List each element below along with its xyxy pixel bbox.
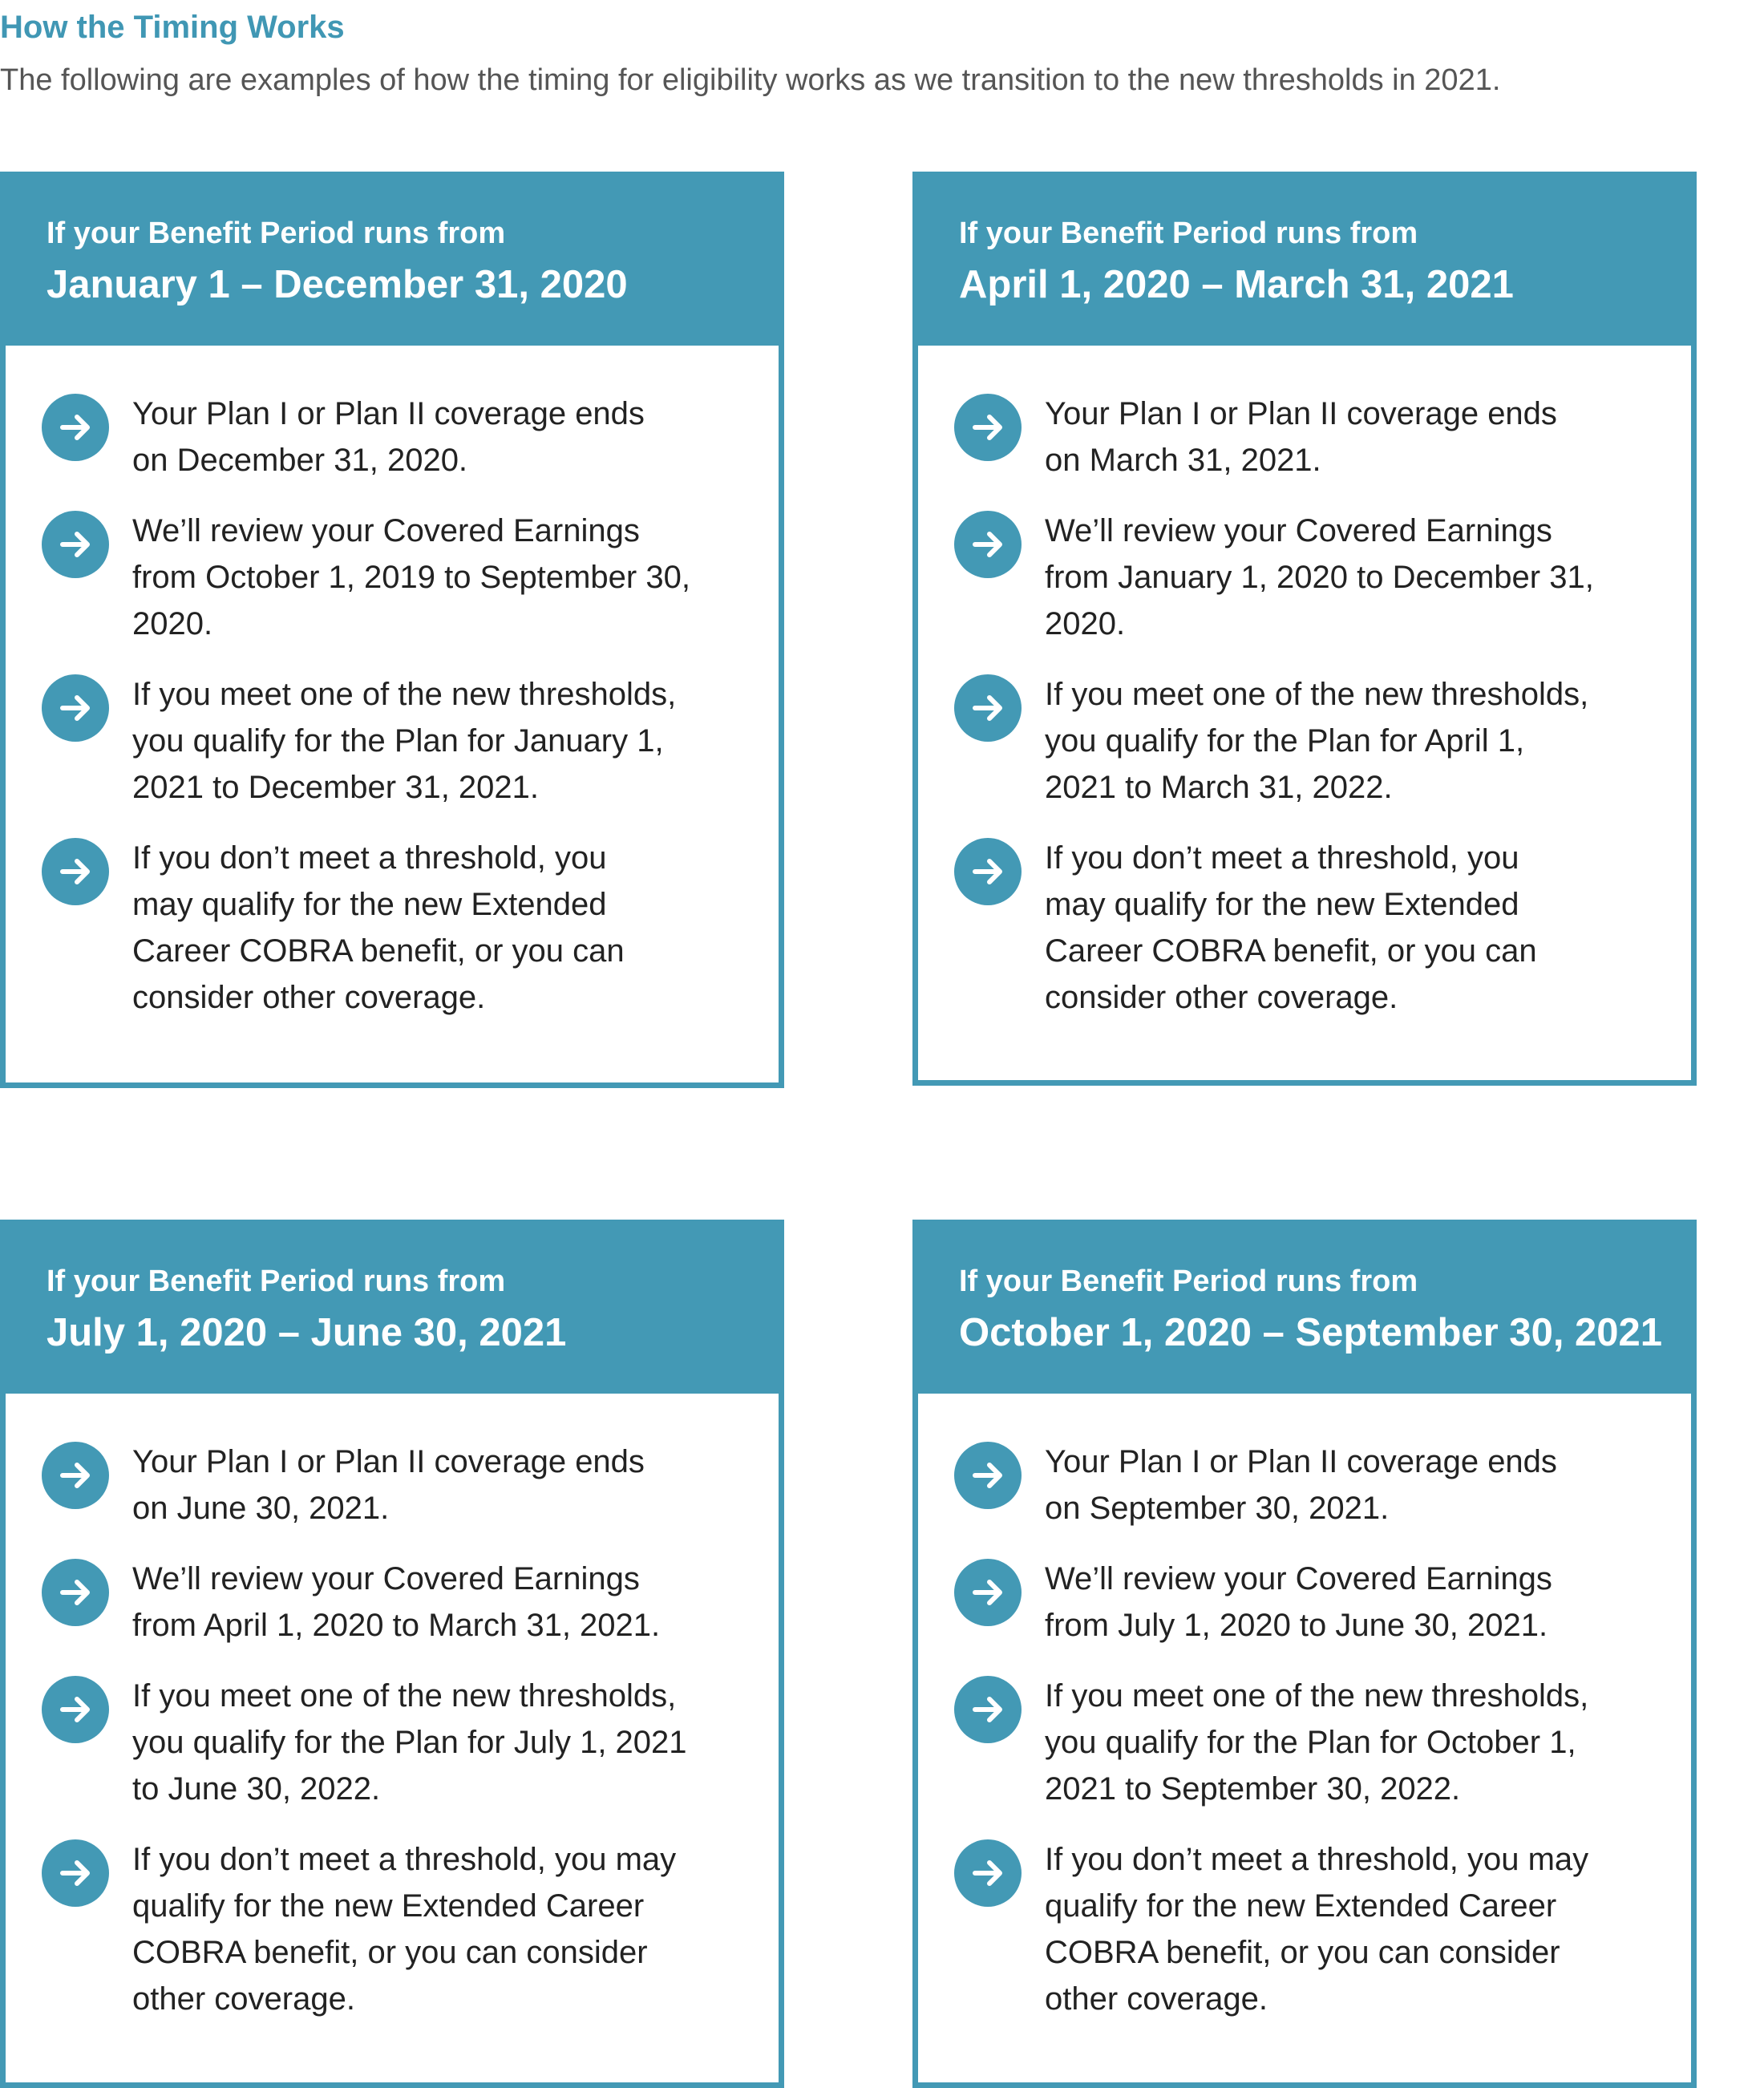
list-item xyxy=(42,671,746,811)
list-item xyxy=(42,508,746,647)
list-item xyxy=(954,835,1659,1021)
list-item xyxy=(954,508,1659,647)
arrow-right-icon xyxy=(954,1676,1022,1743)
card-body xyxy=(918,346,1691,1021)
card-header xyxy=(6,177,779,346)
card-header-range: July 1, 2020 – June 30, 2021 xyxy=(47,1311,567,1354)
list-item xyxy=(954,1836,1659,2022)
arrow-right-icon xyxy=(954,1559,1022,1626)
list-item-text: If you meet one of the new thresholds, you qualify for the Plan for January 1, 2021 to December 31, 2021. xyxy=(132,677,677,805)
list-item xyxy=(954,671,1659,811)
benefit-period-card xyxy=(912,1220,1697,2088)
list-item xyxy=(42,1673,746,1812)
list-item-text: We’ll review your Covered Earnings from October 1, 2019 to September 30, 2020. xyxy=(132,513,690,641)
card-header-label: If your Benefit Period runs from xyxy=(47,216,506,250)
list-item-text: We’ll review your Covered Earnings from January 1, 2020 to December 31, 2020. xyxy=(1045,513,1594,641)
list-item-text: Your Plan I or Plan II coverage ends on March 31, 2021. xyxy=(1045,396,1557,478)
card-header-label: If your Benefit Period runs from xyxy=(959,216,1418,250)
list-item xyxy=(42,835,746,1021)
list-item-text: If you don’t meet a threshold, you may qualify for the new Extended Career COBRA benefit, or you can consider other coverage. xyxy=(132,840,625,1015)
arrow-right-icon xyxy=(42,1442,109,1509)
arrow-right-icon xyxy=(42,1676,109,1743)
arrow-right-icon xyxy=(42,511,109,578)
card-header xyxy=(918,1225,1691,1394)
card-header-range: April 1, 2020 – March 31, 2021 xyxy=(959,263,1514,306)
list-item xyxy=(42,1439,746,1532)
benefit-period-card xyxy=(912,172,1697,1086)
card-body xyxy=(6,346,779,1021)
page-intro: The following are examples of how the timing for eligibility works as we transition to the new thresholds in 2021. xyxy=(0,63,1501,97)
card-header xyxy=(918,177,1691,346)
list-item xyxy=(954,1439,1659,1532)
benefit-period-card xyxy=(0,1220,784,2088)
list-item xyxy=(954,390,1659,484)
list-item-text: We’ll review your Covered Earnings from April 1, 2020 to March 31, 2021. xyxy=(132,1561,661,1643)
list-item-text: Your Plan I or Plan II coverage ends on December 31, 2020. xyxy=(132,396,645,478)
card-header-range: October 1, 2020 – September 30, 2021 xyxy=(959,1311,1663,1354)
list-item-text: If you meet one of the new thresholds, you qualify for the Plan for July 1, 2021 to June 30, 2022. xyxy=(132,1678,687,1807)
list-item xyxy=(42,390,746,484)
card-body xyxy=(918,1394,1691,2022)
arrow-right-icon xyxy=(954,1442,1022,1509)
list-item-text: If you meet one of the new thresholds, you qualify for the Plan for October 1, 2021 to September 30, 2022. xyxy=(1045,1678,1589,1807)
arrow-right-icon xyxy=(954,838,1022,905)
benefit-period-card xyxy=(0,172,784,1088)
arrow-right-icon xyxy=(954,674,1022,742)
arrow-right-icon xyxy=(42,394,109,461)
arrow-right-icon xyxy=(954,1839,1022,1907)
list-item-text: Your Plan I or Plan II coverage ends on June 30, 2021. xyxy=(132,1444,645,1526)
arrow-right-icon xyxy=(954,394,1022,461)
list-item xyxy=(954,1673,1659,1812)
page-title: How the Timing Works xyxy=(0,10,345,45)
list-item-text: Your Plan I or Plan II coverage ends on September 30, 2021. xyxy=(1045,1444,1557,1526)
arrow-right-icon xyxy=(954,511,1022,578)
list-item-text: If you meet one of the new thresholds, you qualify for the Plan for April 1, 2021 to March 31, 2022. xyxy=(1045,677,1589,805)
card-header xyxy=(6,1225,779,1394)
arrow-right-icon xyxy=(42,1839,109,1907)
arrow-right-icon xyxy=(42,674,109,742)
card-header-label: If your Benefit Period runs from xyxy=(959,1265,1418,1298)
list-item-text: If you don’t meet a threshold, you may qualify for the new Extended Career COBRA benefit, or you can consider other coverage. xyxy=(132,1842,677,2017)
card-header-label: If your Benefit Period runs from xyxy=(47,1265,506,1298)
arrow-right-icon xyxy=(42,838,109,905)
list-item xyxy=(42,1836,746,2022)
card-body xyxy=(6,1394,779,2022)
list-item-text: If you don’t meet a threshold, you may qualify for the new Extended Career COBRA benefit, or you can consider other coverage. xyxy=(1045,1842,1589,2017)
card-header-range: January 1 – December 31, 2020 xyxy=(47,263,628,306)
list-item xyxy=(42,1556,746,1649)
list-item-text: We’ll review your Covered Earnings from July 1, 2020 to June 30, 2021. xyxy=(1045,1561,1552,1643)
list-item xyxy=(954,1556,1659,1649)
arrow-right-icon xyxy=(42,1559,109,1626)
list-item-text: If you don’t meet a threshold, you may qualify for the new Extended Career COBRA benefit, or you can consider other coverage. xyxy=(1045,840,1537,1015)
